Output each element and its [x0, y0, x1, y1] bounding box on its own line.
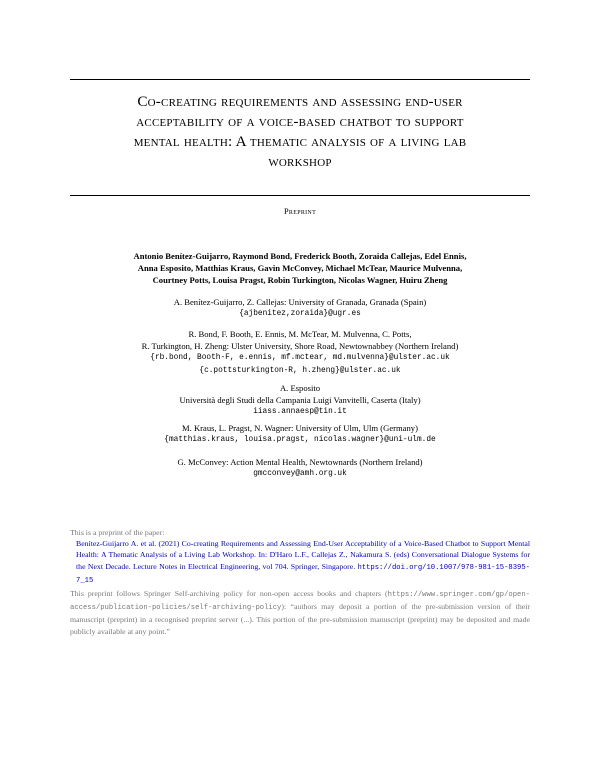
policy-text-before: This preprint follows Springer Self-archiving policy for non-open access books and chapters ( [70, 589, 388, 598]
affiliation-text: A. Benítez-Guijarro, Z. Callejas: University of Granada, Granada (Spain) [173, 297, 427, 307]
preprint-label: Preprint [283, 207, 317, 216]
affiliation-email: {c.pottsturkington-R, h.zheng}@ulster.ac.uk [199, 366, 401, 375]
author-line: Courtney Potts, Louisa Pragst, Robin Turkington, Nicolas Wagner, Huiru Zheng [152, 275, 448, 286]
policy-url-link[interactable]: https://www.springer.com/gp/open-access/publication-policies/self-archiving-policy [70, 591, 530, 613]
title-line: Co-creating requirements and assessing end-user [137, 93, 463, 110]
paper-title [70, 92, 530, 172]
citation-block [70, 538, 530, 587]
citation-text[interactable]: Benítez-Guijarro A. et al. (2021) Co-creating Requirements and Assessing End-User Acceptability of a Voice-Based Chatbot to Support Mental Health: A Thematic Analysis of a Living Lab Workshop. In: D'Haro L.F., Callejas Z., Nakamura S. (eds) Conversational Dialogue Systems for the Next Decade. Lecture Notes in Electrical Engineering, vol 704. Springer, Singapore. [76, 539, 530, 571]
affiliation-email: {matthias.kraus, louisa.pragst, nicolas.wagner}@uni-ulm.de [164, 436, 436, 445]
affiliation-email: gmcconvey@amh.org.uk [253, 470, 347, 479]
affiliation-granada [60, 296, 540, 320]
policy-text-after: ): “authors may deposit a portion of the pre-submission version of their manuscript (preprint) in a recognised preprint server (...). This portion of the pre-submission manuscript (preprint) may be deposited and made publicly available at any point.” [70, 602, 530, 636]
author-list [100, 250, 500, 287]
affiliation-text: G. McConvey: Action Mental Health, Newtownards (Northern Ireland) [177, 457, 423, 467]
affiliation-amh [60, 456, 540, 480]
affiliation-text: R. Bond, F. Booth, E. Ennis, M. McTear, M. Mulvenna, C. Potts, [188, 329, 412, 339]
title-top-rule [70, 79, 530, 80]
affiliation-email: {rb.bond, Booth-F, e.ennis, mf.mctear, md.mulvenna}@ulster.ac.uk [150, 354, 450, 363]
affiliation-text: A. Esposito [279, 383, 321, 393]
self-archiving-policy [70, 588, 530, 637]
title-line: mental health: A thematic analysis of a living lab [133, 133, 467, 150]
affiliation-email: {ajbenitez,zoraida}@ugr.es [239, 310, 361, 319]
affiliation-ulster [60, 328, 540, 377]
author-line: Antonio Benítez-Guijarro, Raymond Bond, Frederick Booth, Zoraida Callejas, Edel Ennis, [133, 251, 467, 261]
author-line: Anna Esposito, Matthias Kraus, Gavin McConvey, Michael McTear, Maurice Mulvenna, [137, 263, 463, 274]
doi-link[interactable]: https://doi.org/10.1007/978-981-15-8395-7_15 [76, 563, 530, 585]
affiliation-ulm [60, 422, 540, 446]
title-bottom-rule [70, 195, 530, 196]
affiliation-text: R. Turkington, H. Zheng: Ulster University, Shore Road, Newtownabbey (Northern Ireland) [141, 341, 459, 352]
preprint-intro: This is a preprint of the paper: [70, 528, 165, 537]
title-line: acceptability of a voice-based chatbot to support [136, 113, 464, 130]
title-line: workshop [268, 153, 332, 170]
preprint-notice [70, 527, 530, 587]
affiliation-text: M. Kraus, L. Pragst, N. Wagner: University of Ulm, Ulm (Germany) [182, 423, 418, 433]
affiliation-campania [60, 382, 540, 419]
affiliation-email: iiass.annaesp@tin.it [253, 408, 347, 417]
affiliation-text: Università degli Studi della Campania Luigi Vanvitelli, Caserta (Italy) [179, 395, 421, 406]
